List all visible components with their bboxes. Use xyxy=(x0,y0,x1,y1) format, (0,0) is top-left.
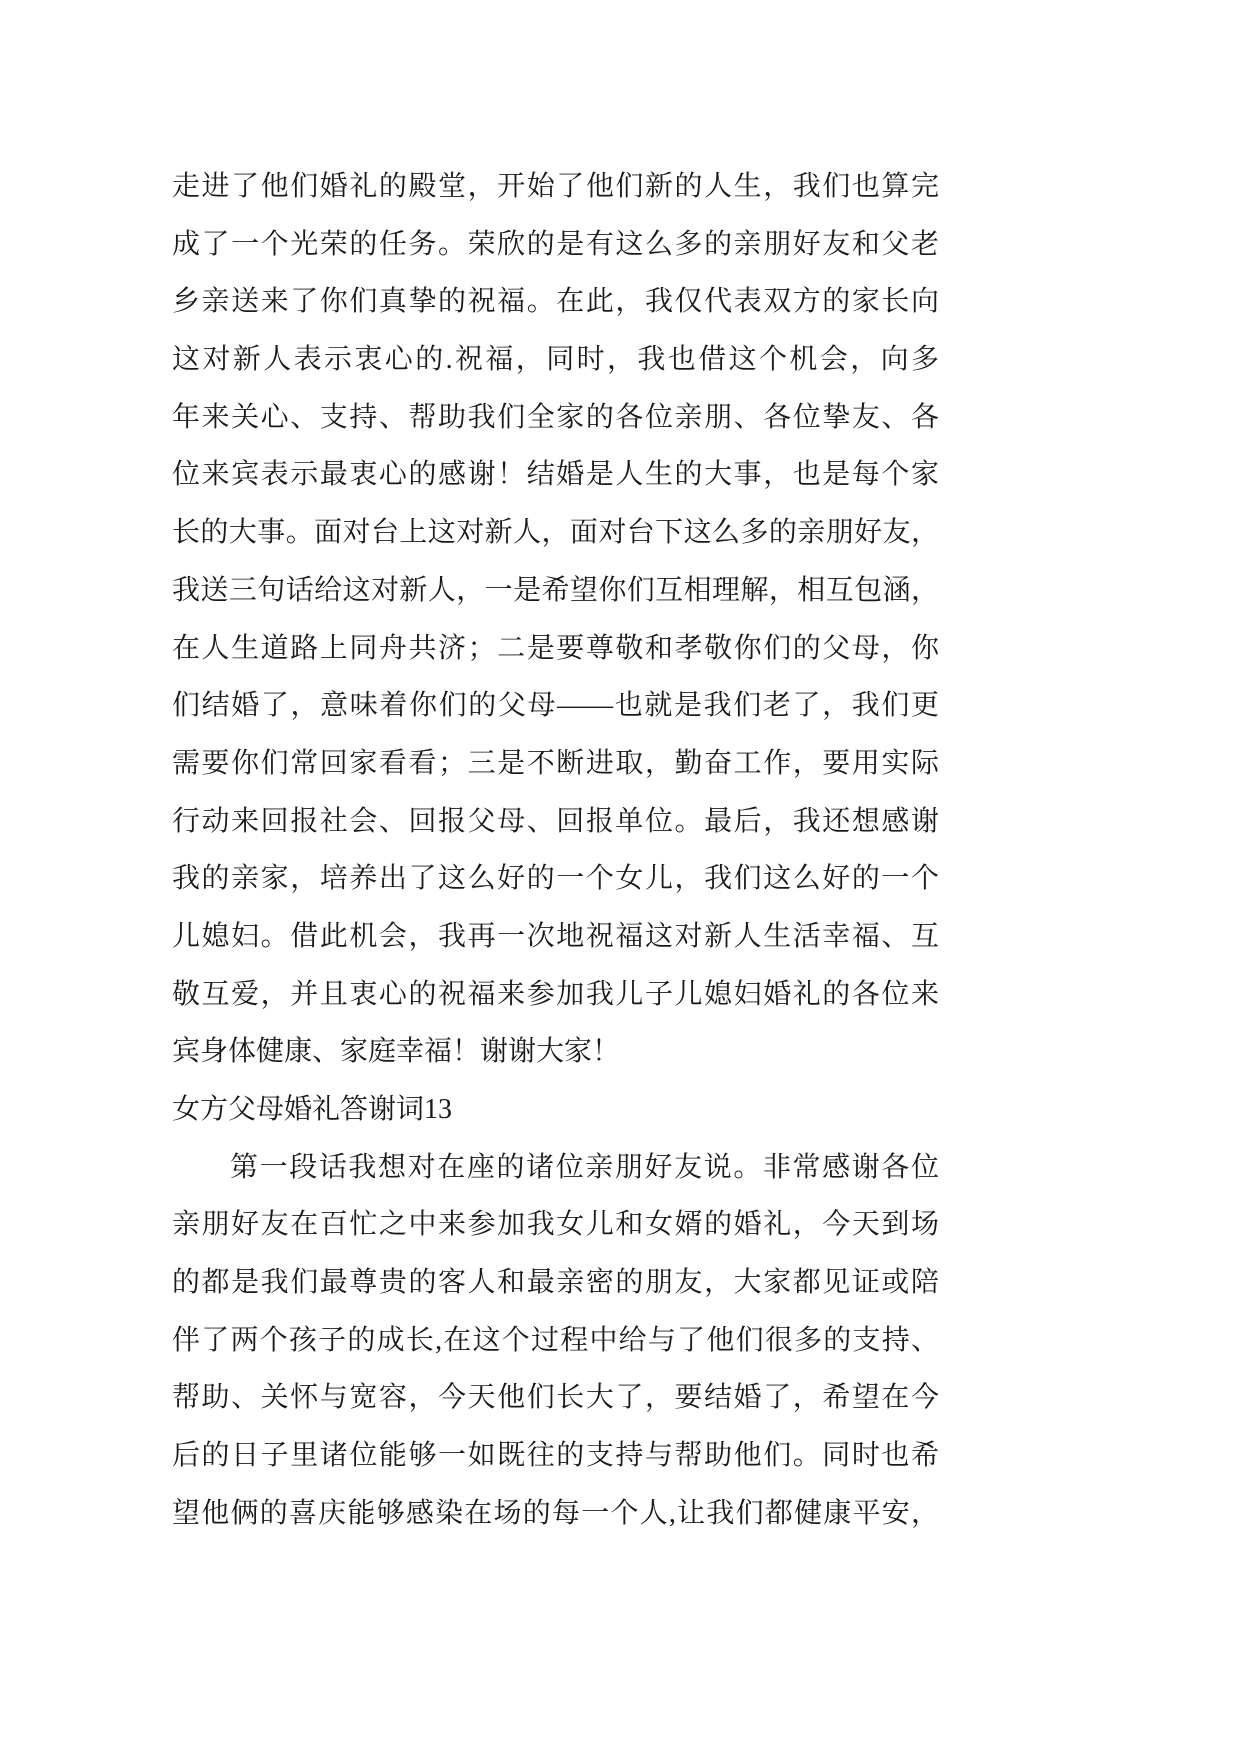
text-line: 望他俩的喜庆能够感染在场的每一个人,让我们都健康平安， xyxy=(172,1497,939,1529)
text-line: 长的大事。面对台上这对新人，面对台下这么多的亲朋好友， xyxy=(172,517,939,549)
text-line: 成了一个光荣的任务。荣欣的是有这么多的亲朋好友和父老 xyxy=(172,228,939,260)
text-line: 走进了他们婚礼的殿堂，开始了他们新的人生，我们也算完 xyxy=(172,171,939,202)
text-line: 在人生道路上同舟共济；二是要尊敬和孝敬你们的父母，你 xyxy=(172,632,939,664)
section-heading: 女方父母婚礼答谢词13 xyxy=(172,1094,453,1125)
text-line: 宾身体健康、家庭幸福！谢谢大家！ xyxy=(172,1036,621,1068)
text-line: 第一段话我想对在座的诸位亲朋好友说。非常感谢各位 xyxy=(230,1151,939,1183)
document-body xyxy=(172,158,939,1543)
text-line: 后的日子里诸位能够一如既往的支持与帮助他们。同时也希 xyxy=(172,1440,939,1472)
paragraph-1 xyxy=(172,158,939,1081)
text-line: 需要你们常回家看看；三是不断进取，勤奋工作，要用实际 xyxy=(172,747,939,779)
text-line: 年来关心、支持、帮助我们全家的各位亲朋、各位挚友、各 xyxy=(172,401,939,433)
text-line: 敬互爱，并且衷心的祝福来参加我儿子儿媳妇婚礼的各位来 xyxy=(172,978,939,1010)
text-line: 我送三句话给这对新人，一是希望你们互相理解，相互包涵， xyxy=(172,574,939,606)
text-line: 我的亲家，培养出了这么好的一个女儿，我们这么好的一个 xyxy=(172,863,939,895)
paragraph-2 xyxy=(172,1139,939,1543)
text-line: 们结婚了，意味着你们的父母——也就是我们老了，我们更 xyxy=(172,690,939,722)
text-line: 帮助、关怀与宽容，今天他们长大了，要结婚了，希望在今 xyxy=(172,1382,939,1414)
text-line: 的都是我们最尊贵的客人和最亲密的朋友，大家都见证或陪 xyxy=(172,1267,939,1299)
text-line: 这对新人表示衷心的.祝福，同时，我也借这个机会，向多 xyxy=(172,344,939,376)
text-line: 儿媳妇。借此机会，我再一次地祝福这对新人生活幸福、互 xyxy=(172,920,939,952)
text-line: 位来宾表示最衷心的感谢！结婚是人生的大事，也是每个家 xyxy=(172,459,939,491)
text-line: 亲朋好友在百忙之中来参加我女儿和女婿的婚礼，今天到场 xyxy=(172,1209,939,1241)
text-line: 行动来回报社会、回报父母、回报单位。最后，我还想感谢 xyxy=(172,805,939,837)
text-line: 伴了两个孩子的成长,在这个过程中给与了他们很多的支持、 xyxy=(172,1324,939,1356)
text-line: 乡亲送来了你们真挚的祝福。在此，我仅代表双方的家长向 xyxy=(172,286,939,318)
